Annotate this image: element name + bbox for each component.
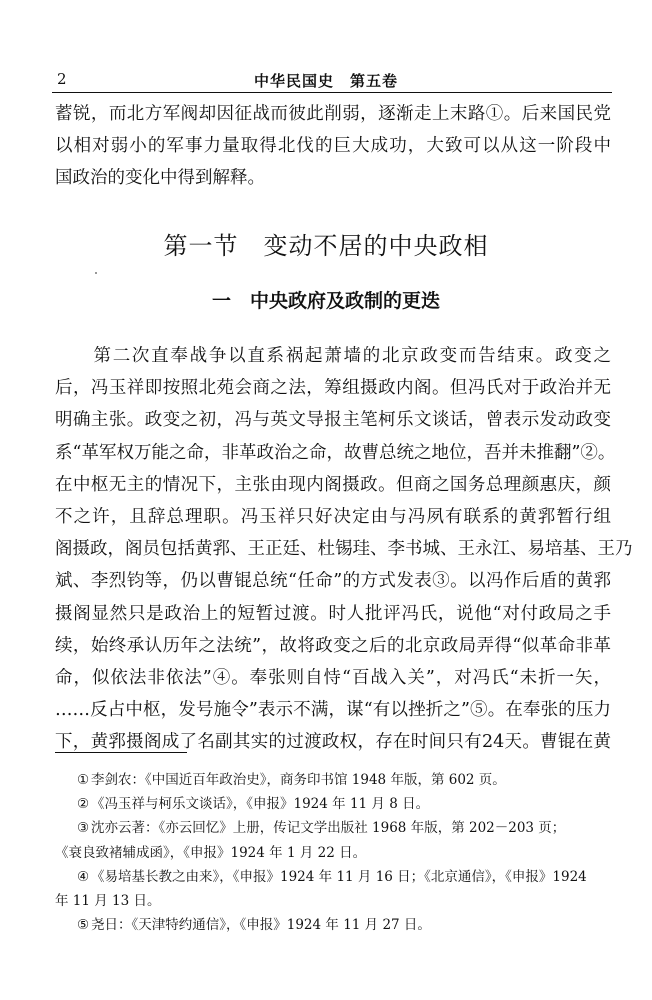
footnote-text: 尧日：《天津特约通信》，《申报》1924 年 11 月 27 日。 xyxy=(91,917,431,934)
text-line: 阁摄政，阁员包括黄郛、王正廷、杜锡珪、李书城、王永江、易培基、王乃 xyxy=(55,539,633,560)
text-line: 蓄锐，而北方军阀却因征战而彼此削弱，逐渐走上末路①。后来国民党 xyxy=(55,104,611,124)
scan-speck xyxy=(95,272,97,274)
text-line: 明确主张。政变之初，冯与英文导报主笔柯乐文谈话，曾表示发动政变 xyxy=(55,410,611,431)
footnote-rule xyxy=(55,752,187,753)
footnote-text: 《冯玉祥与柯乐文谈话》，《申报》1924 年 11 月 8 日。 xyxy=(91,796,430,813)
footnote-text: 沈亦云著：《亦云回忆》上册，传记文学出版社 1968 年版，第 202－203 页； xyxy=(91,820,566,837)
text-line: 命，似依法非依法”④。奉张则自恃“百战入关”，对冯氏“未折一矢， xyxy=(55,668,611,689)
footnote-marker: ⑤ xyxy=(77,917,90,934)
text-line: 后，冯玉祥即按照北苑会商之法，筹组摄政内阁。但冯氏对于政治并无 xyxy=(55,378,611,399)
text-line: 在中枢无主的情况下，主张由现内阁摄政。但商之国务总理颜惠庆，颜 xyxy=(55,474,611,495)
text-line: 斌、李烈钧等，仍以曹锟总统“任命”的方式发表③。以冯作后盾的黄郛 xyxy=(55,571,611,592)
footnote-marker: ① xyxy=(77,772,90,788)
header-rule xyxy=(52,92,612,93)
footnotes xyxy=(55,768,611,937)
text-line: 不之许，且辞总理职。冯玉祥只好决定由与冯夙有联系的黄郛暂行组 xyxy=(55,507,611,528)
subsection-title: 一 中央政府及政制的更迭 xyxy=(211,290,440,312)
footnote xyxy=(55,816,611,840)
footnote-marker: ② xyxy=(77,796,90,813)
footnote xyxy=(55,865,611,889)
footnote xyxy=(55,913,611,937)
intro-paragraph xyxy=(55,98,611,195)
section-title: 第一节 变动不居的中央政相 xyxy=(163,232,489,260)
footnote-continuation: 年 11 月 13 日。 xyxy=(55,893,161,910)
footnote-text: 李剑农：《中国近百年政治史》，商务印书馆 1948 年版，第 602 页。 xyxy=(91,772,506,788)
text-line: ……反占中枢，发号施令”表示不满，谋“有以挫折之”⑤。在奉张的压力 xyxy=(55,700,611,721)
text-line: 以相对弱小的军事力量取得北伐的巨大成功，大致可以从这一阶段中 xyxy=(55,136,611,157)
text-line: 下，黄郛摄阁成了名副其实的过渡政权，存在时间只有24天。曹锟在黄 xyxy=(55,732,611,753)
text-line: 国政治的变化中得到解释。 xyxy=(55,168,265,189)
text-line: 系“革军权万能之命，非革政治之命，故曹总统之地位，吾并未推翻”②。 xyxy=(55,442,616,463)
footnote-marker: ④ xyxy=(77,868,90,885)
footnote xyxy=(55,792,611,816)
page-number: 2 xyxy=(57,70,67,88)
text-line: 第二次直奉战争以直系祸起萧墙的北京政变而告结束。政变之 xyxy=(55,346,611,366)
running-head: 中华民国史 第五卷 xyxy=(253,72,398,90)
footnote-marker: ③ xyxy=(77,820,90,837)
text-line: 摄阁显然只是政治上的短暂过渡。时人批评冯氏，说他“对付政局之手 xyxy=(55,603,611,624)
main-paragraph xyxy=(55,340,633,759)
footnote xyxy=(55,768,611,792)
footnote-text: 《易培基长教之由来》，《申报》1924 年 11 月 16 日；《北京通信》，《申报》1924 xyxy=(91,868,587,885)
footnote-continuation: 《衰良致褚辅成函》，《申报》1924 年 1 月 22 日。 xyxy=(55,844,367,861)
text-line: 续，始终承认历年之法统”，故将政变之后的北京政局弄得“似革命非革 xyxy=(55,635,611,656)
